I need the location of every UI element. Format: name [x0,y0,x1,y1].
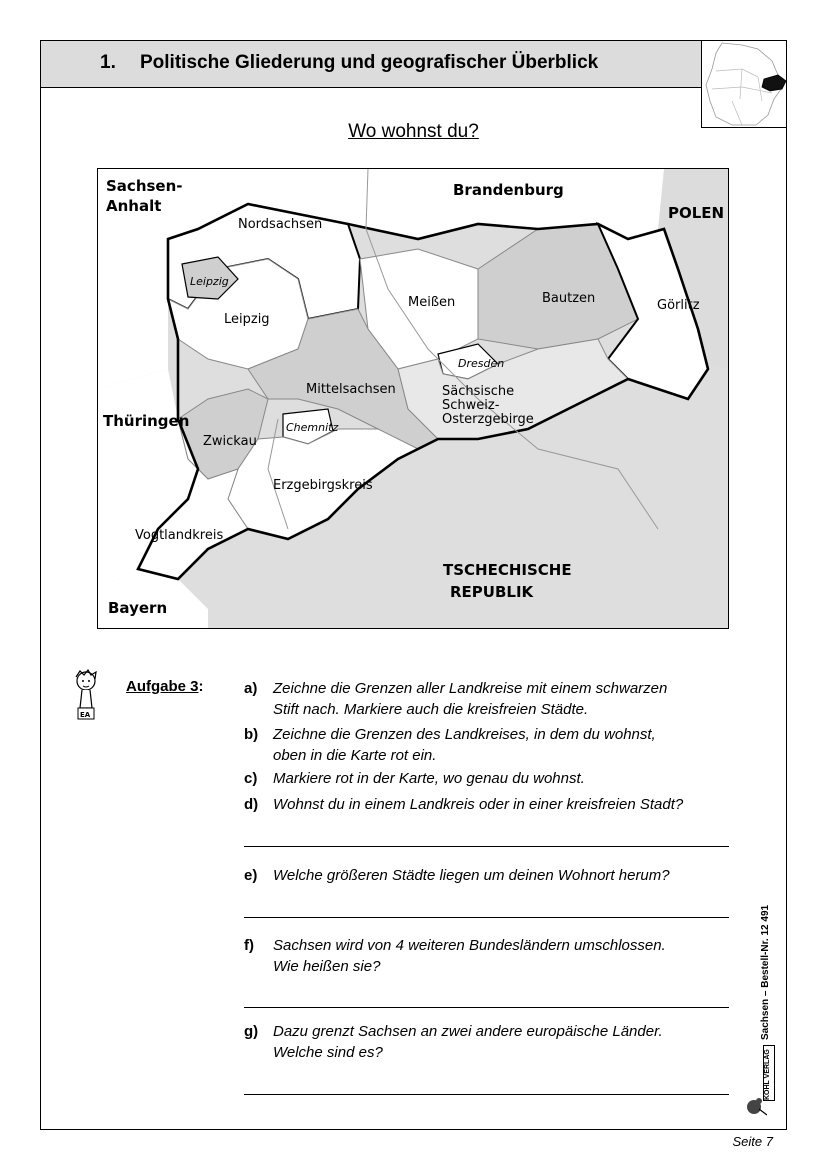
worksheet-subtitle [0,121,827,143]
question-text: Sachsen wird von 4 weiteren Bundesländern umschlossen. [273,937,666,954]
label-mittelsachsen: Mittelsachsen [306,382,396,397]
order-number-sidebar: Sachsen – Bestell-Nr. 12 491 [760,904,771,1040]
label-thueringen: Thüringen [103,412,190,430]
label-tschechische: TSCHECHISCHE [443,561,572,579]
label-zwickau: Zwickau [203,434,257,449]
question-a [244,678,744,720]
question-letter: c) [244,770,258,787]
question-text-continued: oben in die Karte rot ein. [273,747,437,764]
question-text-continued: Wie heißen sie? [273,958,381,975]
label-polen: POLEN [668,204,725,222]
question-g [244,1021,744,1063]
label-republik: REPUBLIK [450,583,534,601]
question-text: Wohnst du in einem Landkreis oder in einer kreisfreien Stadt? [273,796,684,813]
publisher-figure-icon [745,1095,767,1117]
label-osterzgebirge: Osterzgebirge [442,412,534,427]
svg-text:EA: EA [80,711,91,719]
label-vogtlandkreis: Vogtlandkreis [135,528,224,543]
saxony-map-graphic [98,169,729,629]
question-text: Markiere rot in der Karte, wo genau du wohnst. [273,770,585,787]
question-c [244,768,744,789]
label-sachsen-anhalt-1: Sachsen- [106,177,183,195]
question-text: Welche größeren Städte liegen um deinen Wohnort herum? [273,867,670,884]
question-f [244,935,744,977]
question-letter: b) [244,726,259,743]
label-brandenburg: Brandenburg [453,181,564,199]
publisher-logo [763,1045,775,1101]
question-letter: e) [244,867,258,884]
question-e [244,865,744,886]
question-text-continued: Welche sind es? [273,1044,383,1061]
answer-line-e[interactable] [244,917,729,918]
student-doodle-icon [70,668,104,722]
question-text: Dazu grenzt Sachsen an zwei andere europäische Länder. [273,1023,663,1040]
label-bautzen: Bautzen [542,291,596,306]
task-label-colon: : [198,678,204,695]
question-letter: a) [244,680,258,697]
question-text: Zeichne die Grenzen aller Landkreise mit einem schwarzen [273,680,668,697]
publisher-name: KOHL VERLAG [764,1049,771,1100]
question-text: Zeichne die Grenzen des Landkreises, in dem du wohnst, [273,726,656,743]
label-erzgebirgskreis: Erzgebirgskreis [273,478,373,493]
label-nordsachsen: Nordsachsen [238,217,323,232]
subtitle-text: Wo wohnst du? [348,121,479,142]
label-meissen: Meißen [408,295,456,310]
page-title [100,52,598,74]
label-sachsen-anhalt-2: Anhalt [106,197,162,215]
label-city-leipzig: Leipzig [190,275,229,288]
question-d [244,794,744,815]
chapter-title: Politische Gliederung und geografischer Überblick [140,52,599,73]
question-letter: d) [244,796,259,813]
label-saechsische: Sächsische [442,384,515,399]
question-letter: g) [244,1023,259,1040]
label-bayern: Bayern [108,599,168,617]
task-label-text: Aufgabe 3 [126,678,199,695]
label-city-dresden: Dresden [458,357,505,370]
task-label [126,678,204,695]
label-city-chemnitz: Chemnitz [286,421,339,434]
chapter-number: 1. [100,52,116,73]
saxony-map [97,168,729,629]
question-text-continued: Stift nach. Markiere auch die kreisfreien Städte. [273,701,589,718]
germany-map-icon [702,41,786,127]
answer-line-g[interactable] [244,1094,729,1095]
label-district-leipzig: Leipzig [224,312,270,327]
page-number: Seite 7 [732,1134,773,1149]
label-schweiz: Schweiz- [442,398,500,413]
answer-line-d[interactable] [244,846,729,847]
answer-line-f[interactable] [244,1007,729,1008]
germany-locator-map [701,40,787,128]
label-goerlitz: Görlitz [657,298,700,313]
question-letter: f) [244,937,254,954]
question-b [244,724,744,766]
